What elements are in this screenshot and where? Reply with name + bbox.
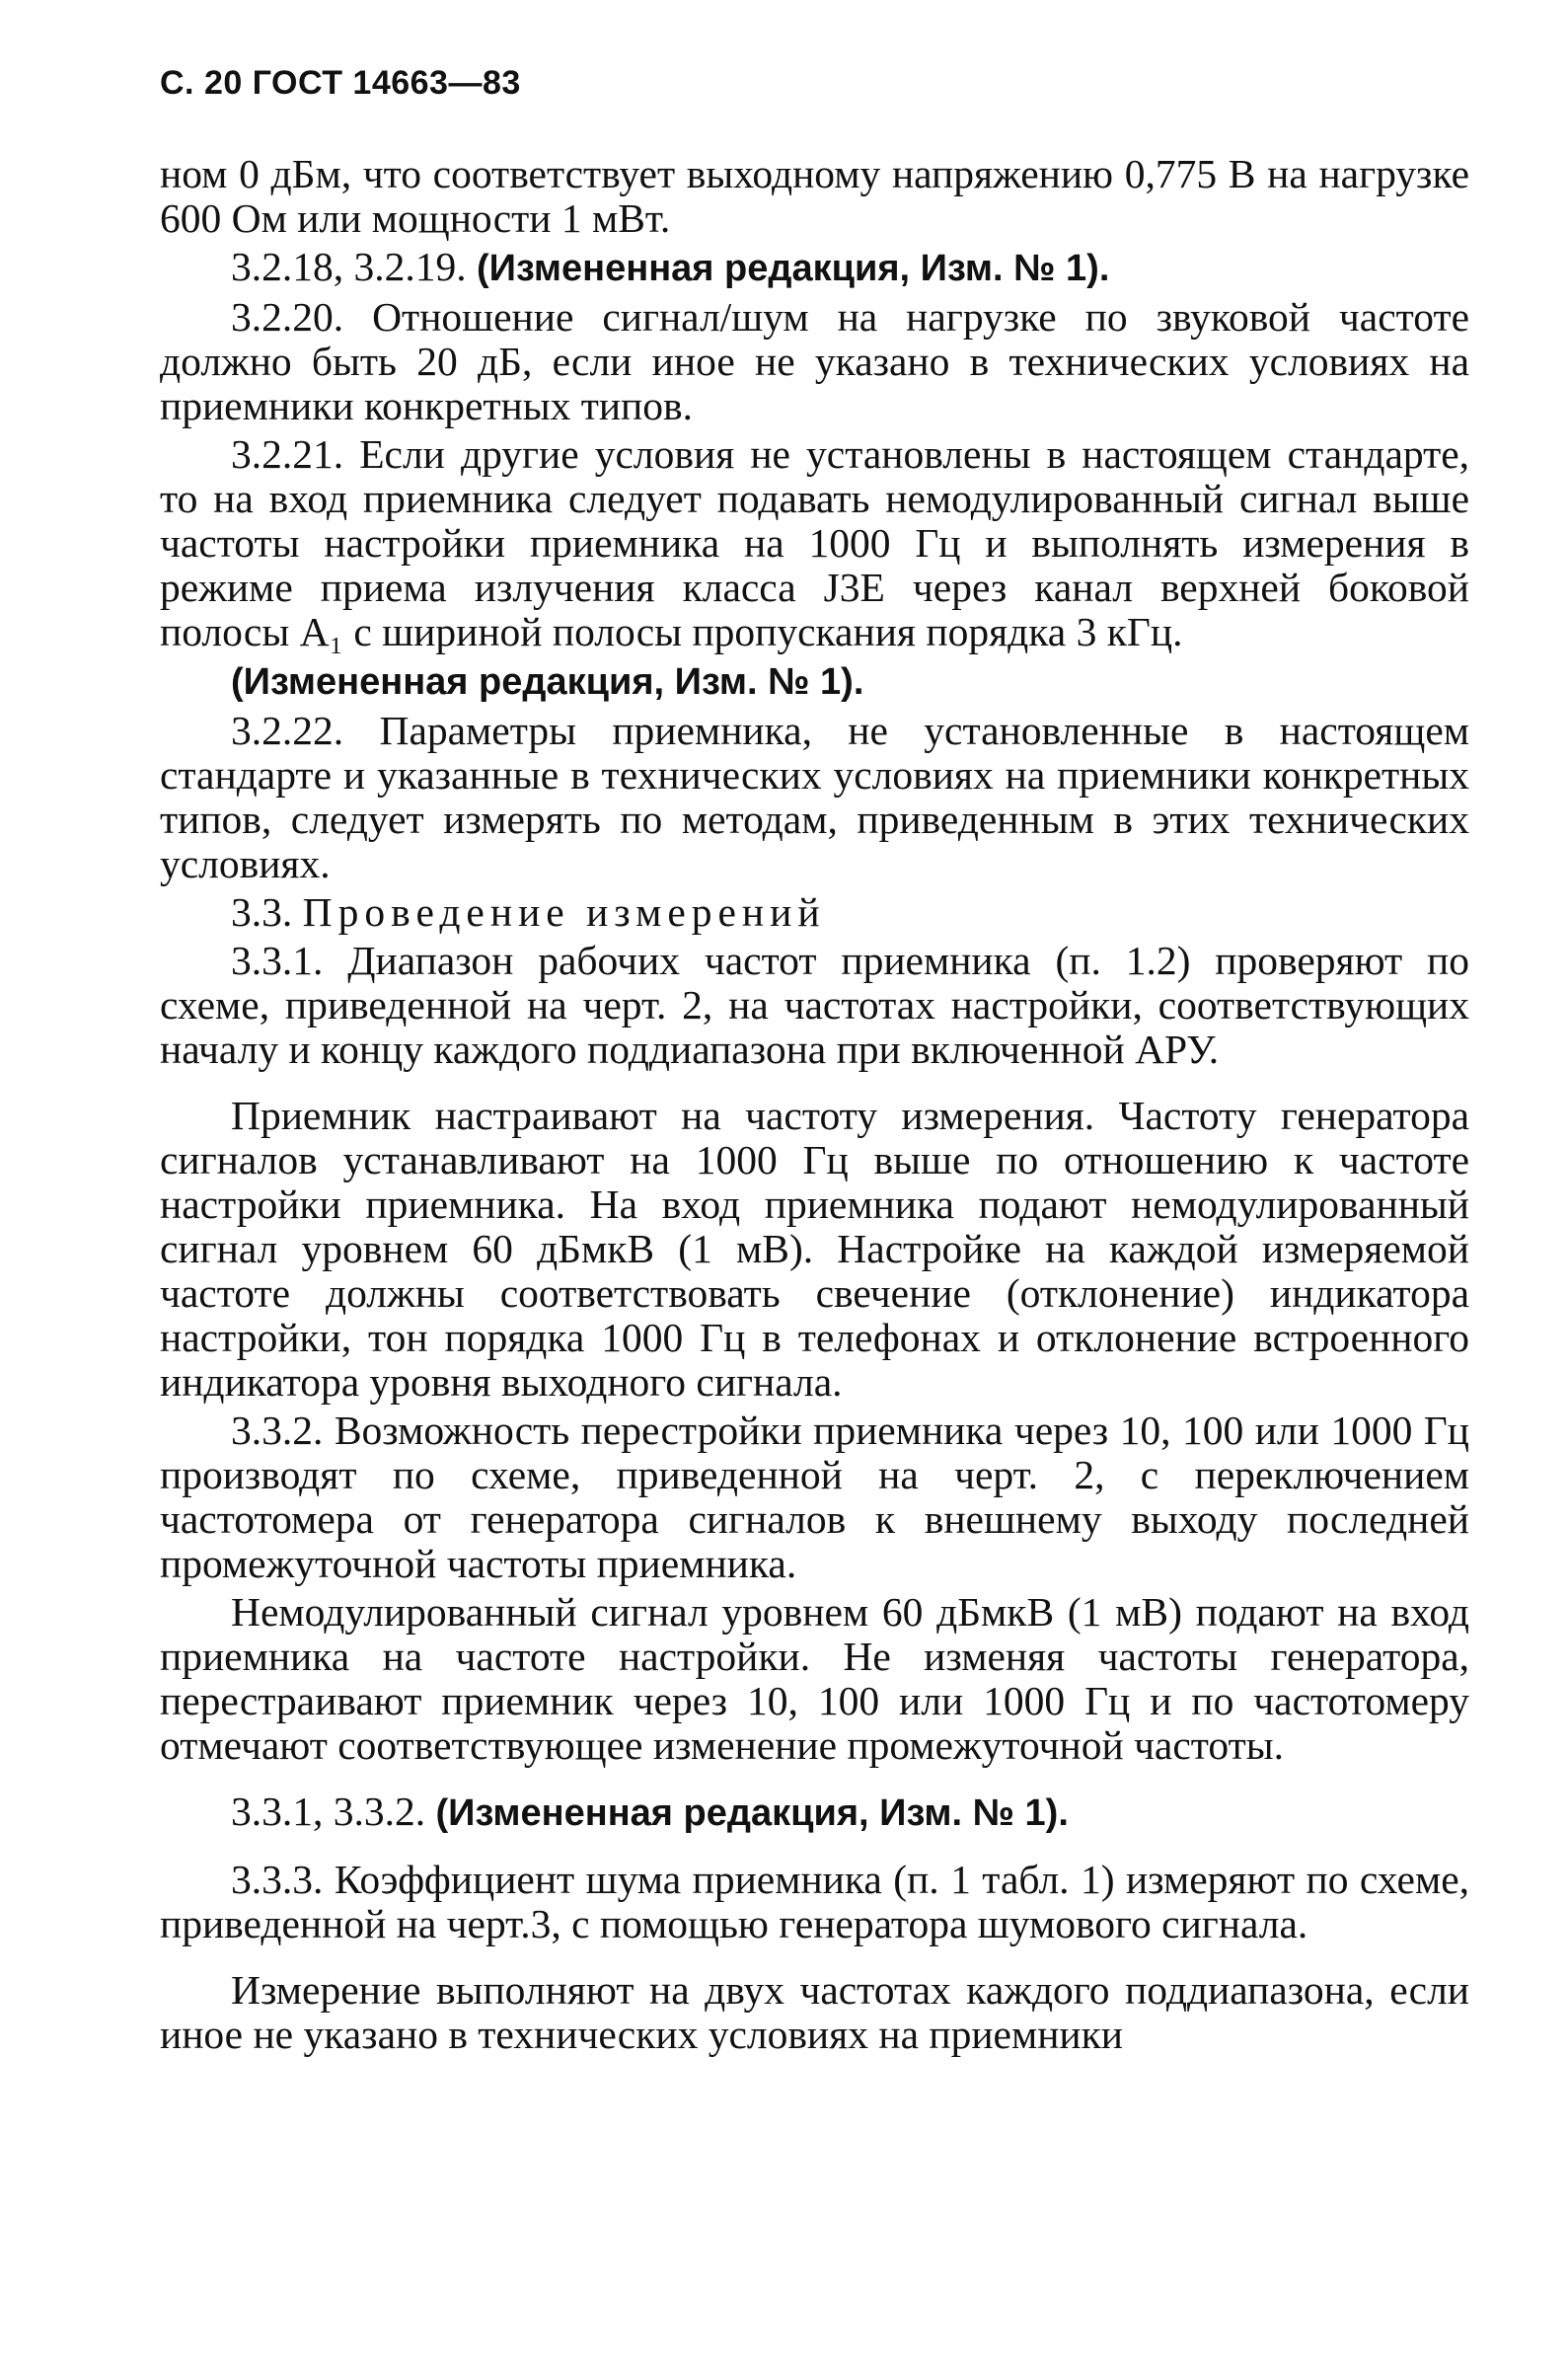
- amendment-text: (Измененная редакция, Изм. № 1).: [477, 248, 1110, 289]
- page-header: [160, 61, 1469, 105]
- paragraph-tuning-procedure: Приемник настраивают на частоту измерения. Частоту генератора сигналов устанавливают на 1000 Гц выше по отношению к частоте настройки приемника. На вход приемника подают немодулированный сигнал уровнем 60 дБмкВ (1 мВ). Настройке на каждой измеряемой частоте должны соответствовать свечение (отклонение) индикатора настройки, тон порядка 1000 Гц в телефонах и отклонение встроенного индикатора уровня выходного сигнала.: [160, 1093, 1469, 1405]
- clause-3-3-3: 3.3.3. Коэффициент шума приемника (п. 1 табл. 1) измеряют по схеме, приведенной на черт.3, с помощью генератора шумового сигнала.: [160, 1857, 1469, 1946]
- paragraph-continuation: ном 0 дБм, что соответствует выходному напряжению 0,775 В на нагрузке 600 Ом или мощности 1 мВт.: [160, 151, 1469, 241]
- clause-number: 3.3.1, 3.3.2.: [231, 1789, 426, 1834]
- page-number: С. 20: [160, 64, 243, 102]
- clause-3-2-22: 3.2.22. Параметры приемника, не установленные в настоящем стандарте и указанные в технических условиях на приемники конкретных типов, следует измерять по методам, приведенным в этих технических условиях.: [160, 708, 1469, 886]
- clause-3-3-1: 3.3.1. Диапазон рабочих частот приемника (п. 1.2) проверяют по схеме, приведенной на черт. 2, на частотах настройки, соответствующих началу и концу каждого поддиапазона при включенной АРУ.: [160, 938, 1469, 1072]
- paragraph-retuning-procedure: Немодулированный сигнал уровнем 60 дБмкВ (1 мВ) подают на вход приемника на частоте настройки. Не изменяя частоты генератора, перестраивают приемник через 10, 100 или 1000 Гц и по частотомеру отмечают соответствующее изменение промежуточной частоты.: [160, 1589, 1469, 1768]
- section-title: Проведение измерений: [302, 889, 826, 935]
- standard-designation: ГОСТ 14663—83: [252, 64, 521, 102]
- amendment-note: [160, 1790, 1469, 1836]
- clause-3-2-20: 3.2.20. Отношение сигнал/шум на нагрузке по звуковой частоте должно быть 20 дБ, если иное не указано в технических условиях на приемники конкретных типов.: [160, 294, 1469, 428]
- amendment-text: (Измененная редакция, Изм. № 1).: [435, 1792, 1069, 1834]
- clause-number: 3.2.18, 3.2.19.: [231, 244, 467, 289]
- amendment-note: [160, 658, 1469, 705]
- clause-3-3-2: 3.3.2. Возможность перестройки приемника через 10, 100 или 1000 Гц производят по схеме, приведенной на черт. 2, с переключением частотомера от генератора сигналов к внешнему выходу последней промежуточной частоты приемника.: [160, 1408, 1469, 1586]
- section-number: 3.3.: [231, 889, 293, 935]
- clause-3-2-21: 3.2.21. Если другие условия не установлены в настоящем стандарте, то на вход приемника следует подавать немодулированный сигнал выше частоты настройки приемника на 1000 Гц и выполнять измерения в режиме приема излучения класса J3E через канал верхней боковой полосы A₁ с шириной полосы пропускания порядка 3 кГц.: [160, 431, 1469, 654]
- section-heading-3-3: [160, 890, 1469, 935]
- amendment-text: (Измененная редакция, Изм. № 1).: [231, 661, 864, 703]
- paragraph-measurement-frequencies: Измерение выполняют на двух частотах каждого поддиапазона, если иное не указано в технических условиях на приемники: [160, 1967, 1469, 2057]
- amendment-note: [160, 245, 1469, 291]
